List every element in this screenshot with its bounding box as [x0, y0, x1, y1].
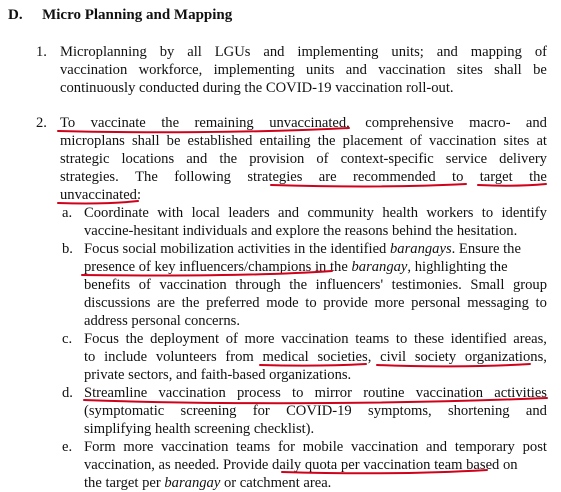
- sub-a-line-2: vaccine-hesitant individuals and explore the reasons behind the hesitation.: [84, 223, 518, 239]
- word: units;: [391, 44, 424, 60]
- word: implementing: [213, 62, 295, 78]
- word: vaccinate: [90, 115, 146, 131]
- word: symptoms,: [368, 403, 432, 419]
- word: the: [161, 115, 180, 131]
- word: through: [235, 277, 281, 293]
- word: workforce,: [138, 62, 203, 78]
- word: deployment: [150, 331, 219, 347]
- sub-b-line-1: [84, 240, 521, 258]
- word: delivery: [499, 151, 547, 167]
- sub-e-line-1: [84, 438, 547, 456]
- sub-c-line-2: [84, 348, 547, 366]
- word: be: [166, 133, 181, 149]
- word: health: [382, 205, 418, 221]
- word: (symptomatic: [84, 403, 165, 419]
- sub-b-line-2-tail: , highlighting the: [407, 259, 508, 275]
- item-2-line-5: unvaccinated:: [60, 187, 142, 203]
- sub-b-line-2-italic: barangay: [351, 259, 408, 275]
- word: established: [187, 133, 253, 149]
- word: sites: [456, 62, 483, 78]
- word: from: [225, 349, 254, 365]
- sub-a-line-1: [84, 204, 547, 222]
- word: areas,: [513, 331, 547, 347]
- sub-a-letter: a.: [62, 205, 73, 221]
- word: sites: [503, 133, 530, 149]
- sub-c-letter: c.: [62, 331, 73, 347]
- word: for: [252, 403, 270, 419]
- word: mobile: [302, 439, 344, 455]
- sub-d-line-3: simplifying health screening checklist).: [84, 421, 315, 437]
- word: COVID-19: [286, 403, 352, 419]
- word: the: [219, 151, 238, 167]
- word: Microplanning: [60, 44, 147, 60]
- word: provide: [323, 295, 368, 311]
- word: Streamline: [84, 385, 148, 401]
- sub-b-line-2: [84, 258, 508, 276]
- item-2-line-3: [60, 150, 547, 168]
- word: to: [452, 169, 464, 185]
- sub-e-line-3: [84, 474, 331, 492]
- sub-b-line-1-text: Focus social mobilization activities in the identified: [84, 241, 390, 257]
- word: messaging: [467, 295, 529, 311]
- word: vaccination: [161, 439, 229, 455]
- word: placement: [342, 133, 403, 149]
- word: community: [307, 205, 374, 221]
- word: The: [135, 169, 158, 185]
- word: and: [186, 151, 208, 167]
- word: to: [395, 331, 408, 347]
- word: identified: [450, 331, 507, 347]
- word: identify: [501, 205, 547, 221]
- word: of: [409, 133, 422, 149]
- word: more: [123, 439, 154, 455]
- word: personal: [411, 295, 461, 311]
- word: entailing: [259, 133, 311, 149]
- word: vaccination: [415, 385, 484, 401]
- word: post: [522, 439, 547, 455]
- word: target: [479, 169, 513, 185]
- item-2-line-1: [60, 114, 547, 132]
- word: more: [374, 295, 405, 311]
- word: be: [533, 62, 547, 78]
- sub-b-line-4: [84, 294, 547, 312]
- word: are: [318, 169, 337, 185]
- word: and: [278, 205, 300, 221]
- word: units: [306, 62, 335, 78]
- word: Form: [84, 439, 116, 455]
- word: volunteers: [155, 349, 217, 365]
- sub-d-letter: d.: [62, 385, 73, 401]
- word: include: [104, 349, 148, 365]
- word: benefits: [84, 277, 131, 293]
- word: vaccination: [159, 277, 227, 293]
- word: Focus: [84, 331, 119, 347]
- word: medical: [262, 349, 309, 365]
- sub-c-line-1: [84, 330, 547, 348]
- word: macro-: [469, 115, 511, 131]
- sub-b-line-2-text: presence of key influencers/champions in the: [84, 259, 352, 275]
- word: of: [534, 44, 547, 60]
- word: by: [159, 44, 175, 60]
- word: strategic: [60, 151, 110, 167]
- sub-e-line-3-tail: or catchment area.: [220, 475, 332, 491]
- word: at: [536, 133, 547, 149]
- word: to: [84, 349, 96, 365]
- word: vaccination: [378, 62, 446, 78]
- word: more: [244, 331, 275, 347]
- word: to: [292, 385, 304, 401]
- word: microplans: [60, 133, 125, 149]
- sub-b-line-1-tail: . Ensure the: [451, 241, 521, 257]
- word: preferred: [206, 295, 260, 311]
- word: vaccination: [158, 385, 226, 401]
- word: To: [60, 115, 76, 131]
- word: the: [529, 169, 547, 185]
- item-1-line-3: continuously conducted during the COVID-19 vaccination roll-out.: [60, 80, 454, 96]
- word: are: [157, 295, 175, 311]
- word: teams: [355, 331, 390, 347]
- word: comprehensive: [365, 115, 454, 131]
- item-1-line-1: [60, 43, 547, 61]
- word: temporary: [454, 439, 515, 455]
- word: routine: [363, 385, 405, 401]
- word: locations: [121, 151, 175, 167]
- word: mode: [266, 295, 299, 311]
- sub-e-letter: e.: [62, 439, 73, 455]
- word: workers: [426, 205, 474, 221]
- word: and: [345, 62, 367, 78]
- word: the: [289, 277, 308, 293]
- word: implementing: [297, 44, 379, 60]
- item-2-number: 2.: [36, 115, 47, 131]
- word: with: [157, 205, 184, 221]
- word: mirror: [314, 385, 352, 401]
- word: for: [277, 439, 295, 455]
- word: of: [138, 277, 151, 293]
- sub-e-line-3-text: the target per: [84, 475, 165, 491]
- sub-e-line-3-italic: barangay: [164, 475, 221, 491]
- word: influencers': [315, 277, 384, 293]
- word: provision: [249, 151, 305, 167]
- word: vaccination: [281, 331, 349, 347]
- sub-b-line-1-italic: barangays: [390, 241, 452, 257]
- word: screening: [180, 403, 237, 419]
- word: recommended: [352, 169, 436, 185]
- sub-b-letter: b.: [62, 241, 73, 257]
- word: and: [426, 439, 448, 455]
- sub-b-line-5: address personal concerns.: [84, 313, 241, 329]
- word: and: [525, 115, 547, 131]
- word: organizations,: [464, 349, 547, 365]
- word: to: [535, 295, 547, 311]
- word: to: [305, 295, 317, 311]
- word: Small: [470, 277, 505, 293]
- word: these: [413, 331, 444, 347]
- word: vaccination: [429, 133, 497, 149]
- word: vaccination: [351, 439, 419, 455]
- word: discussions: [84, 295, 151, 311]
- word: activities: [494, 385, 547, 401]
- word: shall: [494, 62, 522, 78]
- word: vaccination: [60, 62, 128, 78]
- word: strategies.: [60, 169, 119, 185]
- section-letter: D.: [8, 7, 23, 23]
- word: society: [414, 349, 457, 365]
- sub-c-line-3: private sectors, and faith-based organizations.: [84, 367, 352, 383]
- word: shortening: [447, 403, 510, 419]
- word: civil: [380, 349, 407, 365]
- word: and: [525, 403, 547, 419]
- sub-d-line-1: [84, 384, 547, 402]
- word: context-specific: [340, 151, 434, 167]
- section-title: Micro Planning and Mapping: [42, 7, 233, 23]
- word: service: [445, 151, 488, 167]
- word: and: [436, 44, 458, 60]
- word: shall: [131, 133, 160, 149]
- sub-e-line-2: vaccination, as needed. Provide daily quota per vaccination team based on: [84, 457, 518, 473]
- word: group: [512, 277, 547, 293]
- item-2-line-4: [60, 168, 547, 186]
- item-2-line-2: [60, 132, 547, 150]
- word: unvaccinated,: [269, 115, 350, 131]
- word: LGUs: [214, 44, 251, 60]
- item-1-line-2: [60, 61, 547, 79]
- item-1-number: 1.: [36, 44, 47, 60]
- word: all: [187, 44, 202, 60]
- word: the: [125, 331, 144, 347]
- word: following: [174, 169, 231, 185]
- word: Coordinate: [84, 205, 149, 221]
- word: testimonies.: [391, 277, 462, 293]
- word: leaders: [228, 205, 270, 221]
- section-heading: [8, 6, 232, 24]
- word: process: [237, 385, 281, 401]
- sub-b-line-3: [84, 276, 547, 294]
- word: of: [316, 151, 329, 167]
- word: local: [191, 205, 220, 221]
- word: remaining: [194, 115, 254, 131]
- word: the: [317, 133, 336, 149]
- word: mapping: [470, 44, 522, 60]
- word: societies,: [317, 349, 372, 365]
- word: of: [225, 331, 238, 347]
- word: the: [181, 295, 200, 311]
- word: teams: [236, 439, 271, 455]
- sub-d-line-2: [84, 402, 547, 420]
- word: strategies: [247, 169, 303, 185]
- word: and: [263, 44, 285, 60]
- word: to: [481, 205, 494, 221]
